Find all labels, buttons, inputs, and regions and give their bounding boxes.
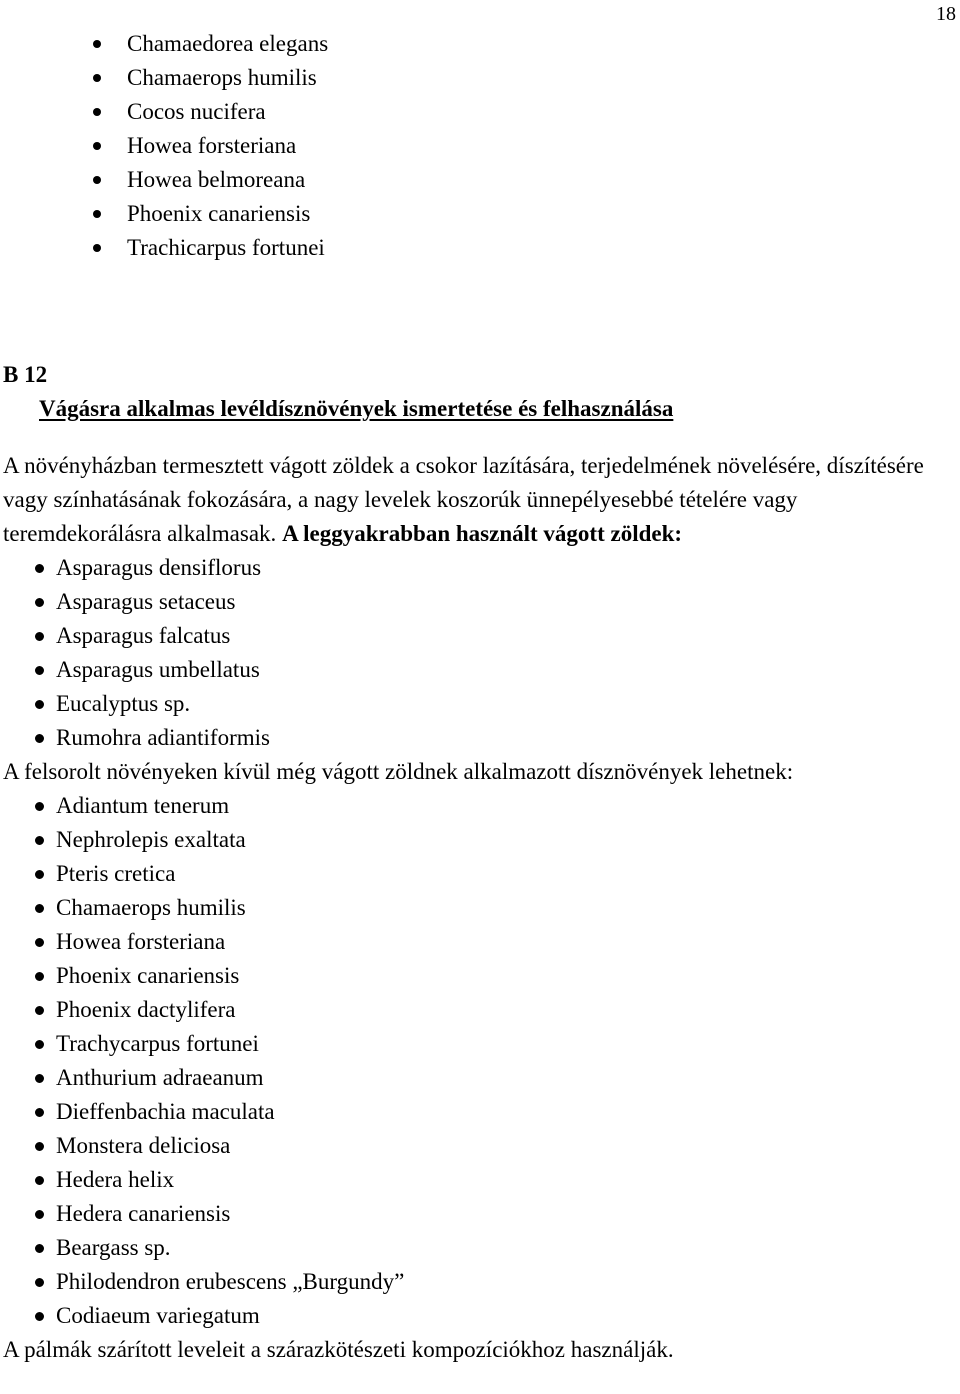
list-item: Howea belmoreana: [0, 163, 328, 197]
section-code: B 12: [3, 362, 48, 387]
section-b12: [3, 358, 958, 1367]
list-item: Cocos nucifera: [0, 95, 328, 129]
list-item: Howea forsteriana: [3, 925, 958, 959]
list-item: Hedera helix: [3, 1163, 958, 1197]
list-item: Nephrolepis exaltata: [3, 823, 958, 857]
list-item: Phoenix dactylifera: [3, 993, 958, 1027]
list-item: Chamaerops humilis: [0, 61, 328, 95]
list-item: Trachycarpus fortunei: [3, 1027, 958, 1061]
list-item: Pteris cretica: [3, 857, 958, 891]
intro-bold: A leggyakrabban használt vágott zöldek:: [282, 521, 683, 546]
list-item: Eucalyptus sp.: [3, 687, 958, 721]
list-item: Rumohra adiantiformis: [3, 721, 958, 755]
list-item: Chamaedorea elegans: [0, 27, 328, 61]
list-item: Codiaeum variegatum: [3, 1299, 958, 1333]
closing-paragraph: A pálmák szárított leveleit a szárazkötészeti kompozíciókhoz használják.: [3, 1337, 674, 1362]
palm-list: [0, 27, 328, 265]
list-item: Chamaerops humilis: [3, 891, 958, 925]
list-item: Adiantum tenerum: [3, 789, 958, 823]
list-item: Asparagus falcatus: [3, 619, 958, 653]
list-item: Monstera deliciosa: [3, 1129, 958, 1163]
list-item: Anthurium adraeanum: [3, 1061, 958, 1095]
list-item: Howea forsteriana: [0, 129, 328, 163]
page-number: 18: [936, 3, 956, 25]
list-item: Hedera canariensis: [3, 1197, 958, 1231]
intro-text: A növényházban termesztett vágott zöldek a csokor lazítására, terjedelmének növelésére, díszítésére vagy színhatásának fokozására, a nagy levelek koszorúk ünnepélyesebbé tételére vagy teremdekorálásra alkalmasak.: [3, 453, 924, 546]
list-item: Philodendron erubescens „Burgundy”: [3, 1265, 958, 1299]
intro-paragraph: [3, 449, 958, 551]
list-item: Asparagus densiflorus: [3, 551, 958, 585]
list-item: Asparagus umbellatus: [3, 653, 958, 687]
cut-greens-list: [3, 551, 958, 755]
list-item: Asparagus setaceus: [3, 585, 958, 619]
list-item: Beargass sp.: [3, 1231, 958, 1265]
list-item: Phoenix canariensis: [0, 197, 328, 231]
list-item: Phoenix canariensis: [3, 959, 958, 993]
ornamental-plants-list: [3, 789, 958, 1333]
second-paragraph: A felsorolt növényeken kívül még vágott zöldnek alkalmazott dísznövények lehetnek:: [3, 759, 794, 784]
section-title: Vágásra alkalmas levéldísznövények ismertetése és felhasználása: [39, 396, 674, 421]
list-item: Trachicarpus fortunei: [0, 231, 328, 265]
list-item: Dieffenbachia maculata: [3, 1095, 958, 1129]
